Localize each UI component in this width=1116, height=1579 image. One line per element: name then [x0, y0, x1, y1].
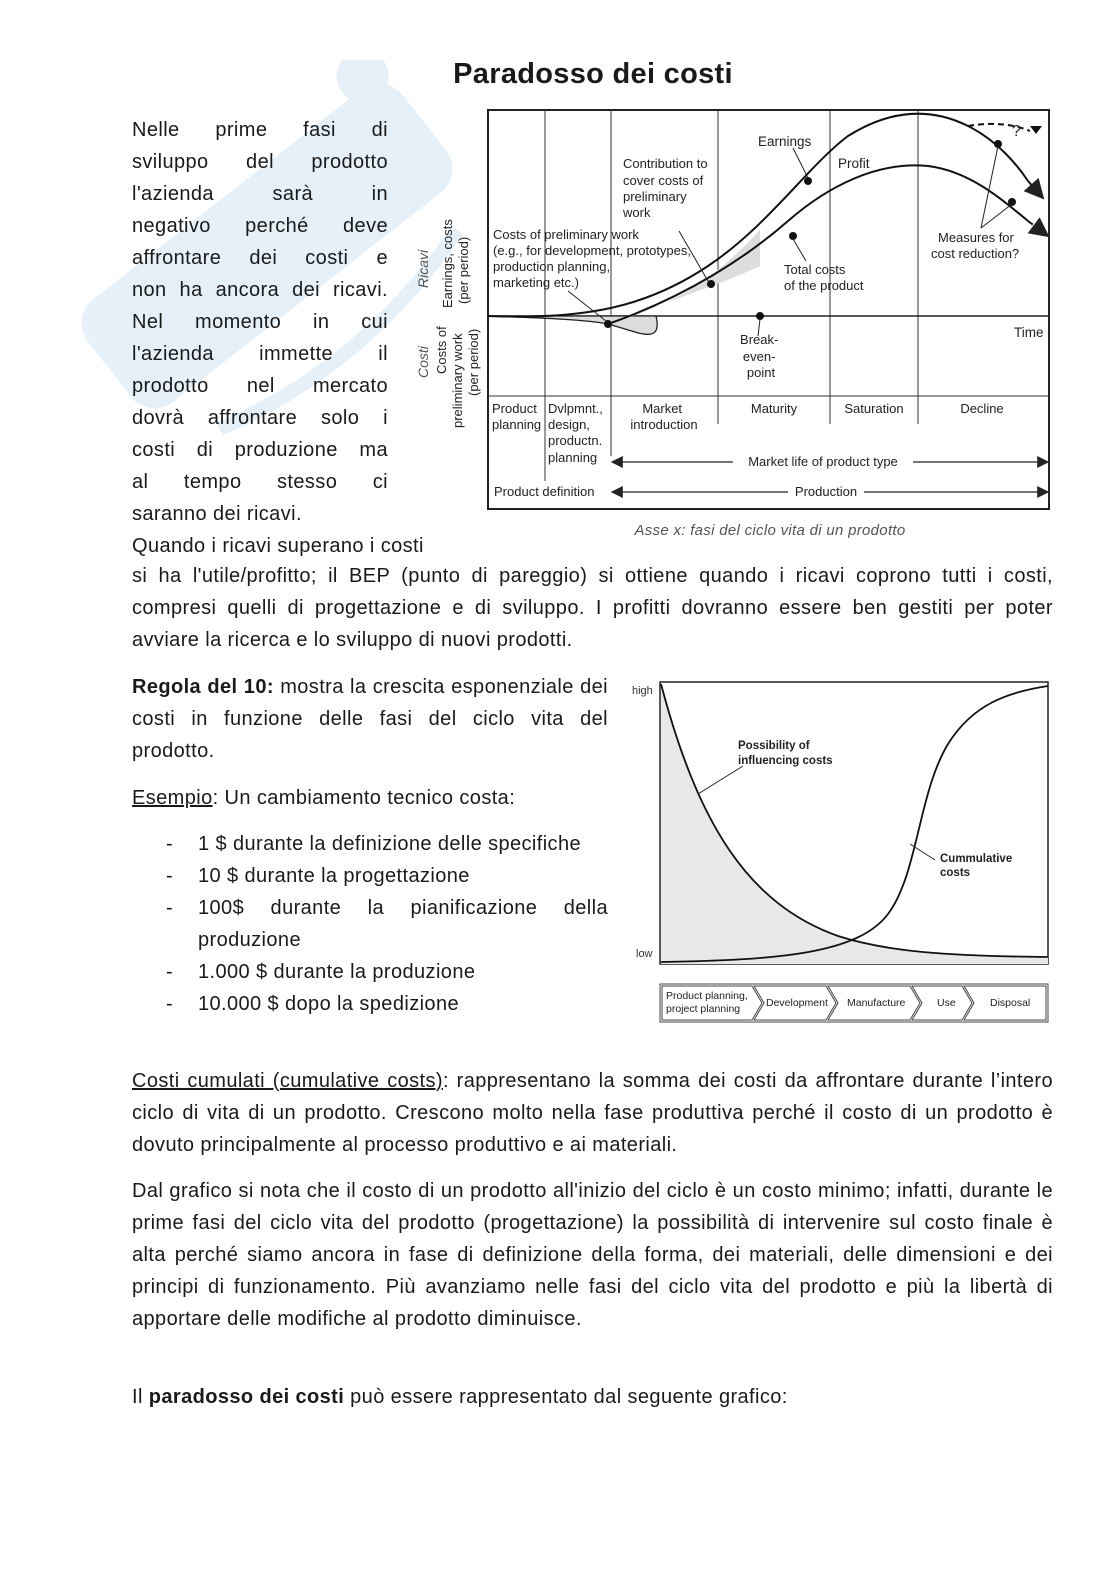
intro-paragraph — [132, 114, 424, 562]
break-even-line3: point — [746, 365, 776, 380]
possibility-line2: influencing costs — [738, 755, 833, 767]
esempio-text: : Un cambiamento tecnico costa: — [212, 787, 516, 809]
final-bold: paradosso dei costi — [148, 1386, 345, 1408]
preliminary-line4: marketing etc.) — [493, 275, 579, 290]
cost-influence-figure — [628, 674, 1054, 1026]
total-costs-marker — [789, 232, 797, 240]
measures-line2: cost reduction? — [931, 246, 1020, 261]
svg-text:Contribution to cover co — [622, 156, 711, 220]
phase-decline: Decline — [960, 401, 1004, 416]
total-costs-line2: of the product — [784, 278, 864, 293]
y-axis-lower-line1: Costs of — [434, 326, 449, 374]
figure1-caption: Asse x: fasi del ciclo vita di un prodotto — [634, 522, 906, 539]
cost-list — [132, 828, 608, 1020]
cost-list-item: - 1 $ durante la definizione delle specifiche — [132, 828, 608, 860]
intro-line: costi di produzione ma — [132, 439, 388, 461]
intro-line: saranno dei ricavi. — [132, 503, 302, 525]
dal-grafico-paragraph: Dal grafico si nota che il costo di un prodotto all'inizio del ciclo è un costo minimo; infatti, durante le prime fasi del ciclo vita del prodotto (progettazione) la possibilità di intervenire sul costo finale è alta perché siamo ancora in fase di definizione della forma, dei materiali, delle dimensioni e dei principi di funzionamento. Più avanziamo nelle fasi del ciclo vita del prodotto e più la libertà di apportare delle modifiche al prodotto diminuisce. — [132, 1180, 1053, 1330]
label-low: low — [636, 948, 653, 960]
earnings-marker — [804, 177, 812, 185]
phase-maturity: Maturity — [750, 401, 798, 416]
page-title: Paradosso dei costi — [453, 58, 733, 90]
svg-text:Dvlpmnt., design, — [548, 401, 607, 465]
intro-line: Nel momento in cui — [132, 311, 388, 333]
esempio-paragraph — [132, 782, 608, 814]
intro-paragraph-continued: si ha l'utile/profitto; il BEP (punto di pareggio) si ottiene quando i ricavi coprono tutti i costi, compresi quelli di progettazione e di sviluppo. I profitti dovranno essere ben gestiti per poter avviare la ricerca e lo sviluppo di nuovi prodotti. — [132, 565, 1053, 651]
phase-product-planning-1: Product — [492, 401, 537, 416]
intro-line: affrontare dei costi e — [132, 247, 388, 269]
label-production: Production — [794, 484, 858, 499]
svg-text:Product planning — [492, 401, 541, 432]
break-even-line2: even- — [742, 349, 776, 364]
intro-line: sviluppo del prodotto — [132, 151, 388, 173]
phase-dvlpmnt-3: productn. — [548, 433, 603, 448]
total-costs-line1: Total costs — [784, 262, 846, 277]
contribution-line3: preliminary — [623, 189, 687, 204]
label-product-definition: Product definition — [494, 484, 595, 499]
y-axis-lower-line3: (per period) — [466, 328, 481, 396]
regola-text: mostra la crescita esponenziale dei costi in funzione delle fasi del ciclo vita del prodotto. — [132, 676, 608, 762]
regola-paragraph — [132, 671, 608, 767]
svg-text:Product planning, projec — [666, 990, 751, 1015]
product-life-cycle-figure — [408, 106, 1058, 518]
phase2-development: Development — [766, 997, 828, 1009]
contribution-line1: Contribution to — [623, 156, 708, 171]
preliminary-costs-area — [488, 316, 657, 334]
intro-line: l'azienda sarà in — [132, 183, 388, 205]
label-question: ? — [1012, 123, 1021, 140]
possibility-line1: Possibility of — [738, 740, 810, 752]
possibility-area — [661, 684, 1048, 964]
final-paragraph — [132, 1381, 1053, 1413]
cumulative-line2: costs — [940, 867, 971, 879]
final-pre: Il — [132, 1386, 149, 1408]
contribution-line4: work — [623, 205, 651, 220]
svg-text:Possibility of influenci — [738, 740, 833, 767]
phase-dvlpmnt-1: Dvlpmnt., — [548, 401, 603, 416]
label-time: Time — [1014, 325, 1044, 340]
intro-line: non ha ancora dei ricavi. — [132, 279, 388, 301]
label-high: high — [632, 685, 653, 697]
esempio-label: Esempio — [132, 787, 213, 809]
regola-label: Regola del 10: — [132, 676, 274, 698]
phase-dvlpmnt-2: design, — [548, 417, 590, 432]
axis-label-ricavi: Ricavi — [415, 249, 431, 288]
measures-line1: Measures for — [938, 230, 1014, 245]
cost-list-item: - 10.000 $ dopo la spedizione — [132, 988, 608, 1020]
svg-text:Break- even- point — [740, 332, 782, 380]
contribution-marker — [707, 280, 715, 288]
phase-market-intro-1: Market — [642, 401, 683, 416]
costi-cumulati-label: Costi cumulati (cumulative costs) — [132, 1070, 443, 1092]
phase2-manufacture: Manufacture — [847, 997, 906, 1009]
intro-line: Nelle prime fasi di — [132, 119, 388, 141]
phase-saturation: Saturation — [844, 401, 904, 416]
break-even-line1: Break- — [740, 332, 779, 347]
measure-marker — [1008, 198, 1016, 206]
phase2-product-planning-1: Product planning, — [666, 990, 748, 1002]
preliminary-line1: Costs of preliminary work — [493, 227, 639, 242]
cumulative-line1: Cummulative — [940, 853, 1013, 865]
axis-label-costi: Costi — [415, 346, 431, 378]
preliminary-line2: (e.g., for development, prototypes, — [493, 243, 691, 258]
cost-list-item: - 10 $ durante la progettazione — [132, 860, 608, 892]
preliminary-marker — [604, 320, 612, 328]
intro-line: Quando i ricavi superano i costi — [132, 535, 424, 557]
total-costs-projection — [1028, 221, 1048, 236]
cost-list-item: - 1.000 $ durante la produzione — [132, 956, 608, 988]
label-earnings: Earnings — [758, 134, 812, 149]
y-axis-upper-line2: (per period) — [456, 236, 471, 304]
costi-cumulati-text: : rappresentano la somma dei costi da affrontare durante l’intero ciclo di vita di un prodotto. Crescono molto nella fase produttiva perché il costo di un prodotto è dovuto principalmente al processo produttivo e ai materiali. — [132, 1070, 1053, 1156]
svg-text:Market introduction — [630, 401, 697, 432]
svg-text:Cummulative costs — [940, 853, 1015, 879]
y-axis-lower-line2: preliminary work — [450, 333, 465, 428]
phase2-use: Use — [937, 997, 956, 1009]
y-axis-upper-line1: Earnings, costs — [440, 219, 455, 308]
svg-text:Measures for cost reduct — [931, 230, 1019, 261]
earnings-projection — [1028, 181, 1043, 198]
label-market-life: Market life of product type — [748, 454, 898, 469]
intro-line: al tempo stesso ci — [132, 471, 388, 493]
intro-line: negativo perché deve — [132, 215, 388, 237]
phase-market-intro-2: introduction — [630, 417, 698, 432]
preliminary-line3: production planning, — [493, 259, 611, 274]
final-post: può essere rappresentato dal seguente grafico: — [344, 1386, 788, 1408]
phase-product-planning-2: planning — [492, 417, 542, 432]
costi-cumulati-paragraph — [132, 1065, 1053, 1161]
svg-text:Costs of preliminary work — [493, 227, 695, 290]
phase2-product-planning-2: project planning — [666, 1003, 741, 1015]
label-profit: Profit — [838, 156, 870, 171]
contribution-line2: cover costs of — [623, 173, 704, 188]
phase2-disposal: Disposal — [990, 997, 1031, 1009]
break-even-point-marker — [756, 312, 764, 320]
cost-list-item: - 100$ durante la pianificazione della produzione — [132, 892, 608, 956]
intro-line: l'azienda immette il — [132, 343, 388, 365]
intro-line: dovrà affrontare solo i — [132, 407, 388, 429]
phase-dvlpmnt-4: planning — [548, 450, 598, 465]
svg-text:Total costs of the produ — [784, 262, 864, 293]
intro-line: prodotto nel mercato — [132, 375, 388, 397]
